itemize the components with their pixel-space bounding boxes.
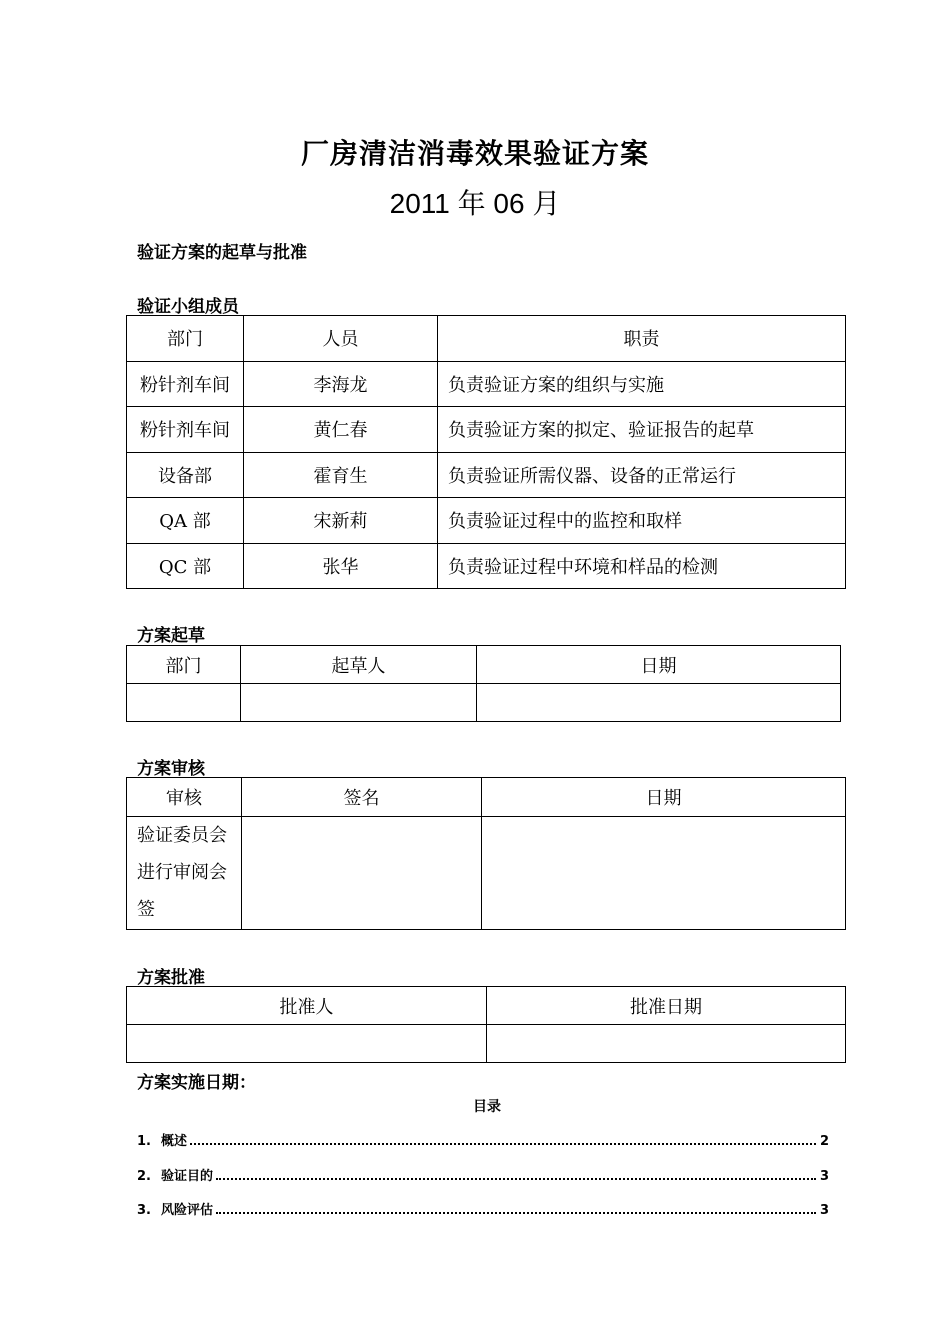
member-department: QA 部 (127, 498, 244, 544)
document-date: 2011 年 06 月 (389, 188, 561, 219)
review-date-cell[interactable] (482, 817, 846, 930)
header-department: 部门 (127, 646, 241, 684)
member-duty: 负责验证方案的拟定、验证报告的起草 (438, 407, 846, 453)
header-department: 部门 (127, 316, 244, 362)
members-table (126, 315, 846, 589)
member-duty: 负责验证过程中环境和样品的检测 (438, 543, 846, 589)
draft-department-cell[interactable] (127, 684, 241, 722)
draft-drafter-cell[interactable] (241, 684, 477, 722)
header-date: 日期 (482, 778, 846, 817)
header-approver: 批准人 (127, 987, 487, 1025)
toc-item[interactable] (137, 1130, 829, 1149)
member-name: 霍育生 (244, 452, 438, 498)
draft-table (126, 645, 841, 722)
member-name: 黄仁春 (244, 407, 438, 453)
header-date: 日期 (477, 646, 841, 684)
review-table (126, 777, 846, 930)
toc-leader (216, 1202, 816, 1214)
toc-item-label: 风险评估 (160, 1203, 213, 1218)
member-name: 张华 (244, 543, 438, 589)
header-personnel: 人员 (244, 316, 438, 362)
member-duty: 负责验证所需仪器、设备的正常运行 (438, 452, 846, 498)
approver-cell[interactable] (127, 1025, 487, 1063)
header-review: 审核 (127, 778, 242, 817)
toc-item-number: 3. (137, 1203, 151, 1218)
table-header-row (127, 316, 846, 362)
review-signature-cell[interactable] (242, 817, 482, 930)
member-name: 李海龙 (244, 361, 438, 407)
table-row (127, 684, 841, 722)
implementation-date-label: 方案实施日期： (137, 1073, 256, 1093)
member-department: 粉针剂车间 (127, 361, 244, 407)
table-row (127, 407, 846, 453)
toc-item-label: 概述 (160, 1134, 187, 1149)
members-heading: 验证小组成员 (137, 297, 239, 317)
toc-item-page: 3 (819, 1169, 829, 1184)
table-row (127, 498, 846, 544)
reviewer-line: 进行审阅会 (137, 862, 227, 883)
toc-leader (190, 1133, 816, 1145)
header-signature: 签名 (242, 778, 482, 817)
header-drafter: 起草人 (241, 646, 477, 684)
member-department: 设备部 (127, 452, 244, 498)
toc-leader (216, 1168, 816, 1180)
toc-item-page: 2 (819, 1134, 829, 1149)
toc-item[interactable] (137, 1199, 829, 1218)
toc-item[interactable] (137, 1165, 829, 1184)
table-header-row (127, 646, 841, 684)
table-row (127, 361, 846, 407)
approve-table (126, 986, 846, 1063)
toc-item-number: 2. (137, 1169, 151, 1184)
review-heading: 方案审核 (137, 759, 205, 779)
reviewer-cell (127, 817, 242, 930)
draft-heading: 方案起草 (137, 626, 205, 646)
toc-item-label: 验证目的 (160, 1169, 213, 1184)
draft-date-cell[interactable] (477, 684, 841, 722)
header-approval-date: 批准日期 (487, 987, 846, 1025)
approval-date-cell[interactable] (487, 1025, 846, 1063)
table-row (127, 1025, 846, 1063)
member-department: QC 部 (127, 543, 244, 589)
reviewer-line: 验证委员会 (137, 825, 227, 846)
toc-item-number: 1. (137, 1134, 151, 1149)
toc-title: 目录 (473, 1099, 501, 1115)
table-header-row (127, 987, 846, 1025)
table-row (127, 452, 846, 498)
member-duty: 负责验证方案的组织与实施 (438, 361, 846, 407)
toc-item-page: 3 (819, 1203, 829, 1218)
table-row (127, 817, 846, 930)
table-row (127, 543, 846, 589)
member-name: 宋新莉 (244, 498, 438, 544)
approve-heading: 方案批准 (137, 968, 205, 988)
member-department: 粉针剂车间 (127, 407, 244, 453)
header-duty: 职责 (438, 316, 846, 362)
document-title: 厂房清洁消毒效果验证方案 (300, 137, 649, 170)
member-duty: 负责验证过程中的监控和取样 (438, 498, 846, 544)
section-heading: 验证方案的起草与批准 (137, 243, 307, 263)
reviewer-line: 签 (137, 899, 155, 920)
table-header-row (127, 778, 846, 817)
